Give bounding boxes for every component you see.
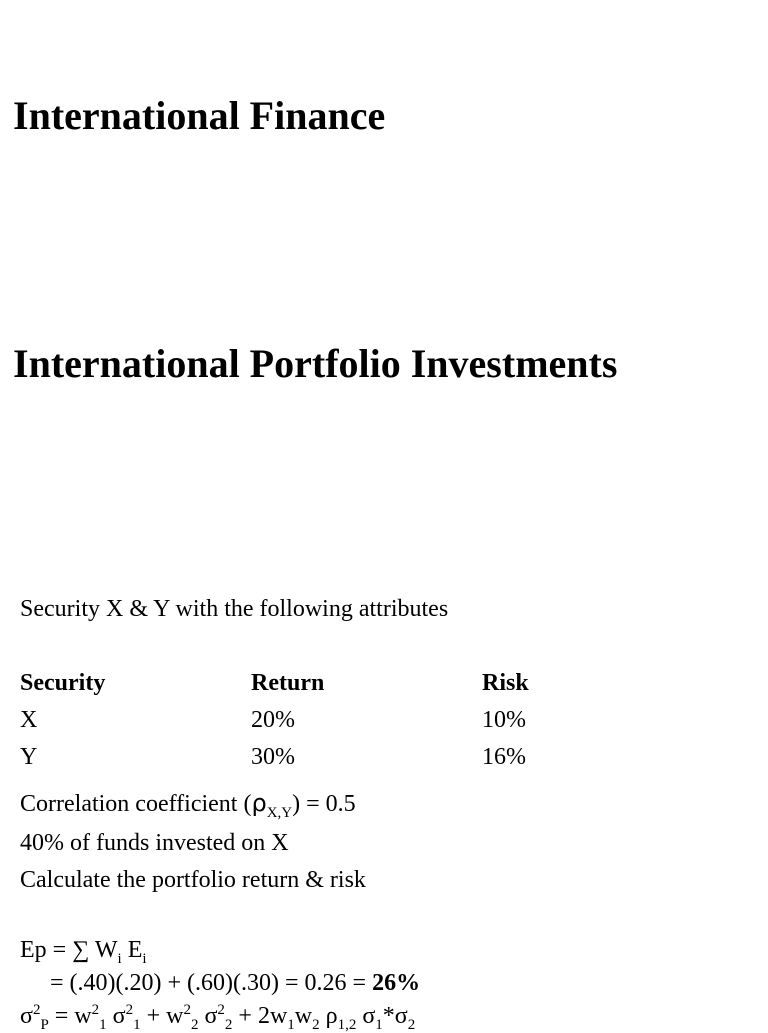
risk-sub-1: 1 [99,1016,107,1033]
return-formula-sub-e: i [142,950,147,967]
risk-sup: 2 [32,1002,41,1018]
table-header-security: Security [20,670,106,696]
return-formula-lhs: Ep = ∑ W [20,937,118,963]
table-cell-risk-y: 16% [482,744,526,770]
intro-text: Security X & Y with the following attributes [20,596,449,622]
return-result: 26% [372,970,421,996]
risk-sub-2: 1 [133,1016,141,1033]
risk-formula [20,1002,416,1033]
table-cell-risk-x: 10% [482,707,526,733]
risk-sigma: σ [20,1003,33,1029]
rho-subscript: X,Y [266,804,293,821]
risk-sub-3: 2 [190,1016,199,1033]
return-calculation [50,971,420,995]
risk-sub-7: 1,2 [337,1016,357,1033]
risk-sup-4: 2 [183,1002,191,1018]
risk-t3: σ [198,1003,218,1029]
return-formula-sub-w: i [117,950,122,967]
risk-t5: w [294,1003,313,1029]
risk-t8: *σ [382,1003,408,1029]
risk-t7: σ [356,1003,376,1029]
risk-sub-6: 2 [312,1016,320,1033]
correlation-value: ) = 0.5 [292,791,356,817]
correlation-label: Correlation coefficient ( [20,791,252,817]
risk-sub-4: 2 [224,1016,233,1033]
rho-symbol: ρ [251,789,267,817]
table-header-return: Return [251,670,325,696]
risk-sub-p: P [40,1016,49,1033]
risk-t1: σ [106,1003,126,1029]
return-formula [20,937,147,967]
risk-t4: + 2w [232,1003,288,1029]
risk-t2: + w [140,1003,184,1029]
table-cell-return-y: 30% [251,744,295,770]
risk-sup-3: 2 [125,1002,134,1018]
section-title: International Portfolio Investments [13,341,618,386]
table-cell-security-x: X [20,707,38,733]
table-header-risk: Risk [482,670,529,696]
table-cell-security-y: Y [20,744,38,770]
page-title: International Finance [13,93,386,138]
risk-sup-5: 2 [217,1002,225,1018]
risk-sup-2: 2 [91,1002,100,1018]
return-formula-e: E [121,937,143,963]
return-calculation-text: = (.40)(.20) + (.60)(.30) = 0.26 = [50,970,373,996]
funds-line: 40% of funds invested on X [20,830,289,856]
risk-t6: ρ [319,1003,338,1029]
risk-sub-5: 1 [287,1016,295,1033]
task-line: Calculate the portfolio return & risk [20,867,366,893]
risk-sub-8: 1 [375,1016,383,1033]
risk-sub-9: 2 [407,1016,416,1033]
correlation-line [20,789,356,821]
table-cell-return-x: 20% [251,707,295,733]
risk-eq: = w [48,1003,92,1029]
